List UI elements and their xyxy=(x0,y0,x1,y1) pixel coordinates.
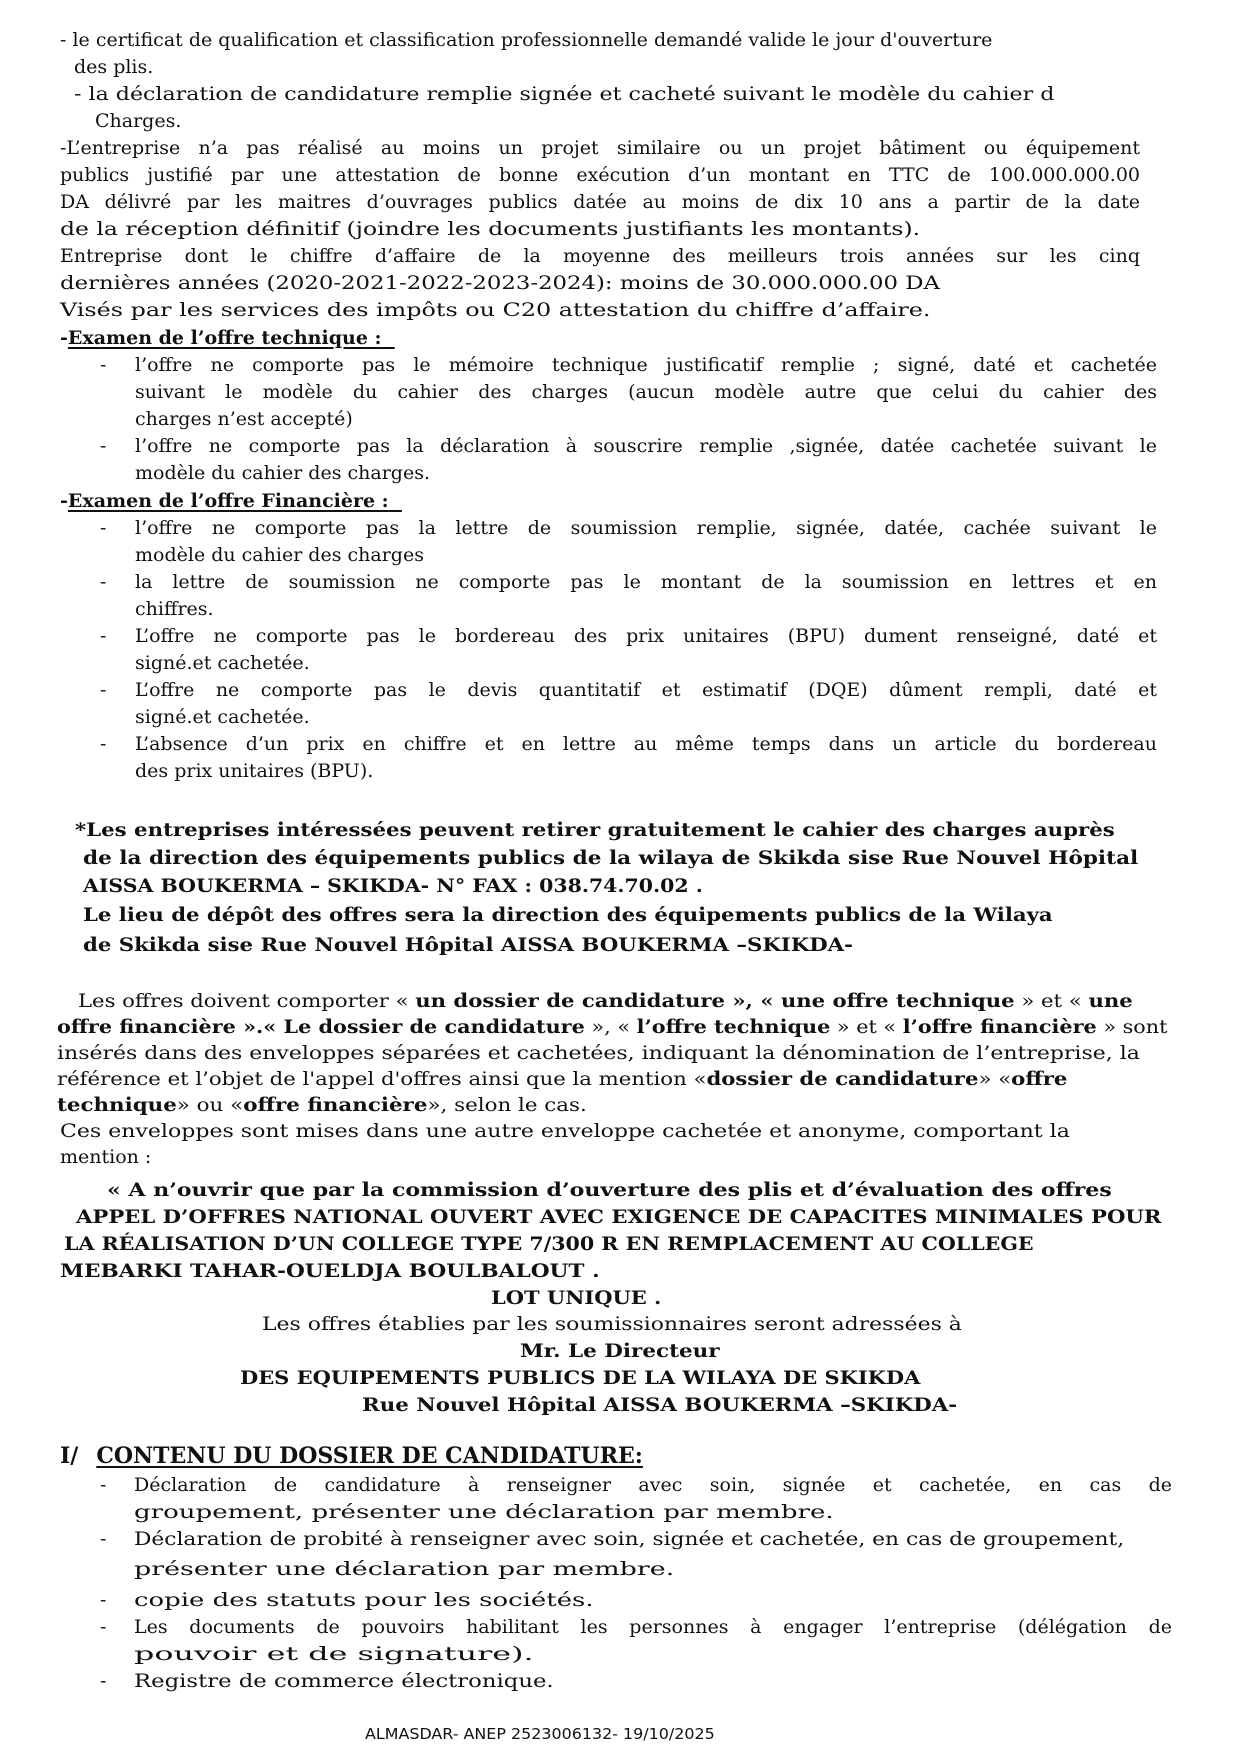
lot-unique: LOT UNIQUE . xyxy=(491,1287,662,1309)
item-line: l’offre ne comporte pas la déclaration à souscrire remplie ,signée, datée cachetée suivant le xyxy=(135,435,1157,457)
technique-heading xyxy=(60,326,395,350)
item-line: pouvoir et de signature). xyxy=(134,1643,534,1665)
paragraph-line: mention : xyxy=(60,1146,152,1168)
section-title: CONTENU DU DOSSIER DE CANDIDATURE: xyxy=(96,1443,643,1469)
intro-line: Visés par les services des impôts ou C20 attestation du chiffre d’affaire. xyxy=(60,299,931,321)
intro-line: des plis. xyxy=(74,56,154,78)
paragraph-line: insérés dans des enveloppes séparées et cachetées, indiquant la dénomination de l’entreprise, la xyxy=(57,1042,1140,1064)
item-line: signé.et cachetée. xyxy=(135,652,310,674)
notice-line: AISSA BOUKERMA – SKIKDA- N° FAX : 038.74.70.02 . xyxy=(83,875,703,897)
address-recipient: Mr. Le Directeur xyxy=(520,1340,720,1362)
paragraph-line: technique» ou «offre financière», selon le cas. xyxy=(57,1094,587,1116)
item-line: L’absence d’un prix en chiffre et en lettre au même temps dans un article du bordereau xyxy=(135,733,1157,755)
bullet-dash: - xyxy=(100,354,107,376)
financiere-heading xyxy=(60,489,402,513)
item-line: chiffres. xyxy=(135,598,214,620)
item-line: présenter une déclaration par membre. xyxy=(134,1558,675,1580)
item-line: l’offre ne comporte pas la lettre de soumission remplie, signée, datée, cachée suivant le xyxy=(135,517,1157,539)
bullet-dash: - xyxy=(100,1528,107,1550)
notice-line: de Skikda sise Rue Nouvel Hôpital AISSA BOUKERMA –SKIKDA- xyxy=(83,934,853,956)
item-line: charges n’est accepté) xyxy=(135,408,353,430)
bullet-dash: - xyxy=(100,1474,107,1496)
item-line: Déclaration de probité à renseigner avec soin, signée et cachetée, en cas de groupement, xyxy=(134,1528,1125,1550)
paragraph-line: Les offres doivent comporter « un dossier de candidature », « une offre technique » et « une xyxy=(78,990,1133,1012)
bullet-dash: - xyxy=(100,1670,107,1692)
item-line: groupement, présenter une déclaration par membre. xyxy=(134,1501,834,1523)
item-line: modèle du cahier des charges. xyxy=(135,462,430,484)
notice-line: de la direction des équipements publics de la wilaya de Skikda sise Rue Nouvel Hôpital xyxy=(83,847,1139,869)
heading-text: Examen de l’offre Financière : xyxy=(67,490,389,512)
item-line: des prix unitaires (BPU). xyxy=(135,760,374,782)
item-line: la lettre de soumission ne comporte pas le montant de la soumission en lettres et en xyxy=(135,571,1157,593)
bullet-dash: - xyxy=(100,625,107,647)
intro-line: - la déclaration de candidature remplie signée et cacheté suivant le modèle du cahier d xyxy=(74,83,1055,105)
item-line: modèle du cahier des charges xyxy=(135,544,424,566)
intro-line: Charges. xyxy=(95,110,182,132)
address-street: Rue Nouvel Hôpital AISSA BOUKERMA –SKIKDA- xyxy=(362,1394,958,1416)
mention-line: MEBARKI TAHAR-OUELDJA BOULBALOUT . xyxy=(60,1260,600,1282)
item-line: L’offre ne comporte pas le devis quantitatif et estimatif (DQE) dûment rempli, daté et xyxy=(135,679,1157,701)
paragraph-line: référence et l’objet de l'appel d'offres ainsi que la mention «dossier de candidature» «offre xyxy=(57,1068,1068,1090)
item-line: copie des statuts pour les sociétés. xyxy=(134,1589,594,1611)
bullet-dash: - xyxy=(100,1589,107,1611)
intro-line: -L’entreprise n’a pas réalisé au moins un projet similaire ou un projet bâtiment ou équipement xyxy=(60,137,1140,159)
mention-line: « A n’ouvrir que par la commission d’ouverture des plis et d’évaluation des offres xyxy=(107,1179,1112,1201)
intro-line: de la réception définitif (joindre les documents justifiants les montants). xyxy=(60,218,921,240)
notice-line: *Les entreprises intéressées peuvent retirer gratuitement le cahier des charges auprès xyxy=(75,819,1115,841)
section-number: I/ xyxy=(60,1443,79,1469)
mention-line: APPEL D’OFFRES NATIONAL OUVERT AVEC EXIGENCE DE CAPACITES MINIMALES POUR xyxy=(76,1206,1162,1228)
item-line: signé.et cachetée. xyxy=(135,706,310,728)
mention-line: LA RÉALISATION D’UN COLLEGE TYPE 7/300 R EN REMPLACEMENT AU COLLEGE xyxy=(64,1233,1034,1255)
heading-prefix: - xyxy=(60,490,68,512)
bullet-dash: - xyxy=(100,517,107,539)
heading-text: Examen de l’offre technique : xyxy=(67,327,382,349)
paragraph-line: Ces enveloppes sont mises dans une autre enveloppe cachetée et anonyme, comportant la xyxy=(60,1120,1070,1142)
bullet-dash: - xyxy=(100,1616,107,1638)
item-line: Les documents de pouvoirs habilitant les personnes à engager l’entreprise (délégation de xyxy=(134,1616,1172,1638)
footer-reference: ALMASDAR- ANEP 2523006132- 19/10/2025 xyxy=(365,1725,715,1743)
intro-line: DA délivré par les maitres d’ouvrages publics datée au moins de dix 10 ans a partir de la date xyxy=(60,191,1140,213)
intro-line: dernières années (2020-2021-2022-2023-2024): moins de 30.000.000.00 DA xyxy=(60,272,940,294)
intro-line: Entreprise dont le chiffre d’affaire de la moyenne des meilleurs trois années sur les cinq xyxy=(60,245,1140,267)
bullet-dash: - xyxy=(100,571,107,593)
paragraph-line: offre financière ».« Le dossier de candidature », « l’offre technique » et « l’offre financière » sont xyxy=(57,1016,1168,1038)
intro-line: publics justifié par une attestation de bonne exécution d’un montant en TTC de 100.000.000.00 xyxy=(60,164,1140,186)
address-intro: Les offres établies par les soumissionnaires seront adressées à xyxy=(262,1313,962,1335)
bullet-dash: - xyxy=(100,733,107,755)
item-line: Registre de commerce électronique. xyxy=(134,1670,554,1692)
item-line: L’offre ne comporte pas le bordereau des prix unitaires (BPU) dument renseigné, daté et xyxy=(135,625,1157,647)
item-line: Déclaration de candidature à renseigner avec soin, signée et cachetée, en cas de xyxy=(134,1474,1172,1496)
notice-line: Le lieu de dépôt des offres sera la direction des équipements publics de la Wilaya xyxy=(83,904,1053,926)
intro-line: - le certificat de qualification et classification professionnelle demandé valide le jour d'ouverture xyxy=(60,29,993,51)
bullet-dash: - xyxy=(100,435,107,457)
item-line: l’offre ne comporte pas le mémoire technique justificatif remplie ; signé, daté et cachetée xyxy=(135,354,1157,376)
address-org: DES EQUIPEMENTS PUBLICS DE LA WILAYA DE SKIKDA xyxy=(240,1367,921,1389)
item-line: suivant le modèle du cahier des charges (aucun modèle autre que celui du cahier des xyxy=(135,381,1157,403)
heading-prefix: - xyxy=(60,327,68,349)
candidature-heading xyxy=(60,1444,643,1468)
bullet-dash: - xyxy=(100,679,107,701)
